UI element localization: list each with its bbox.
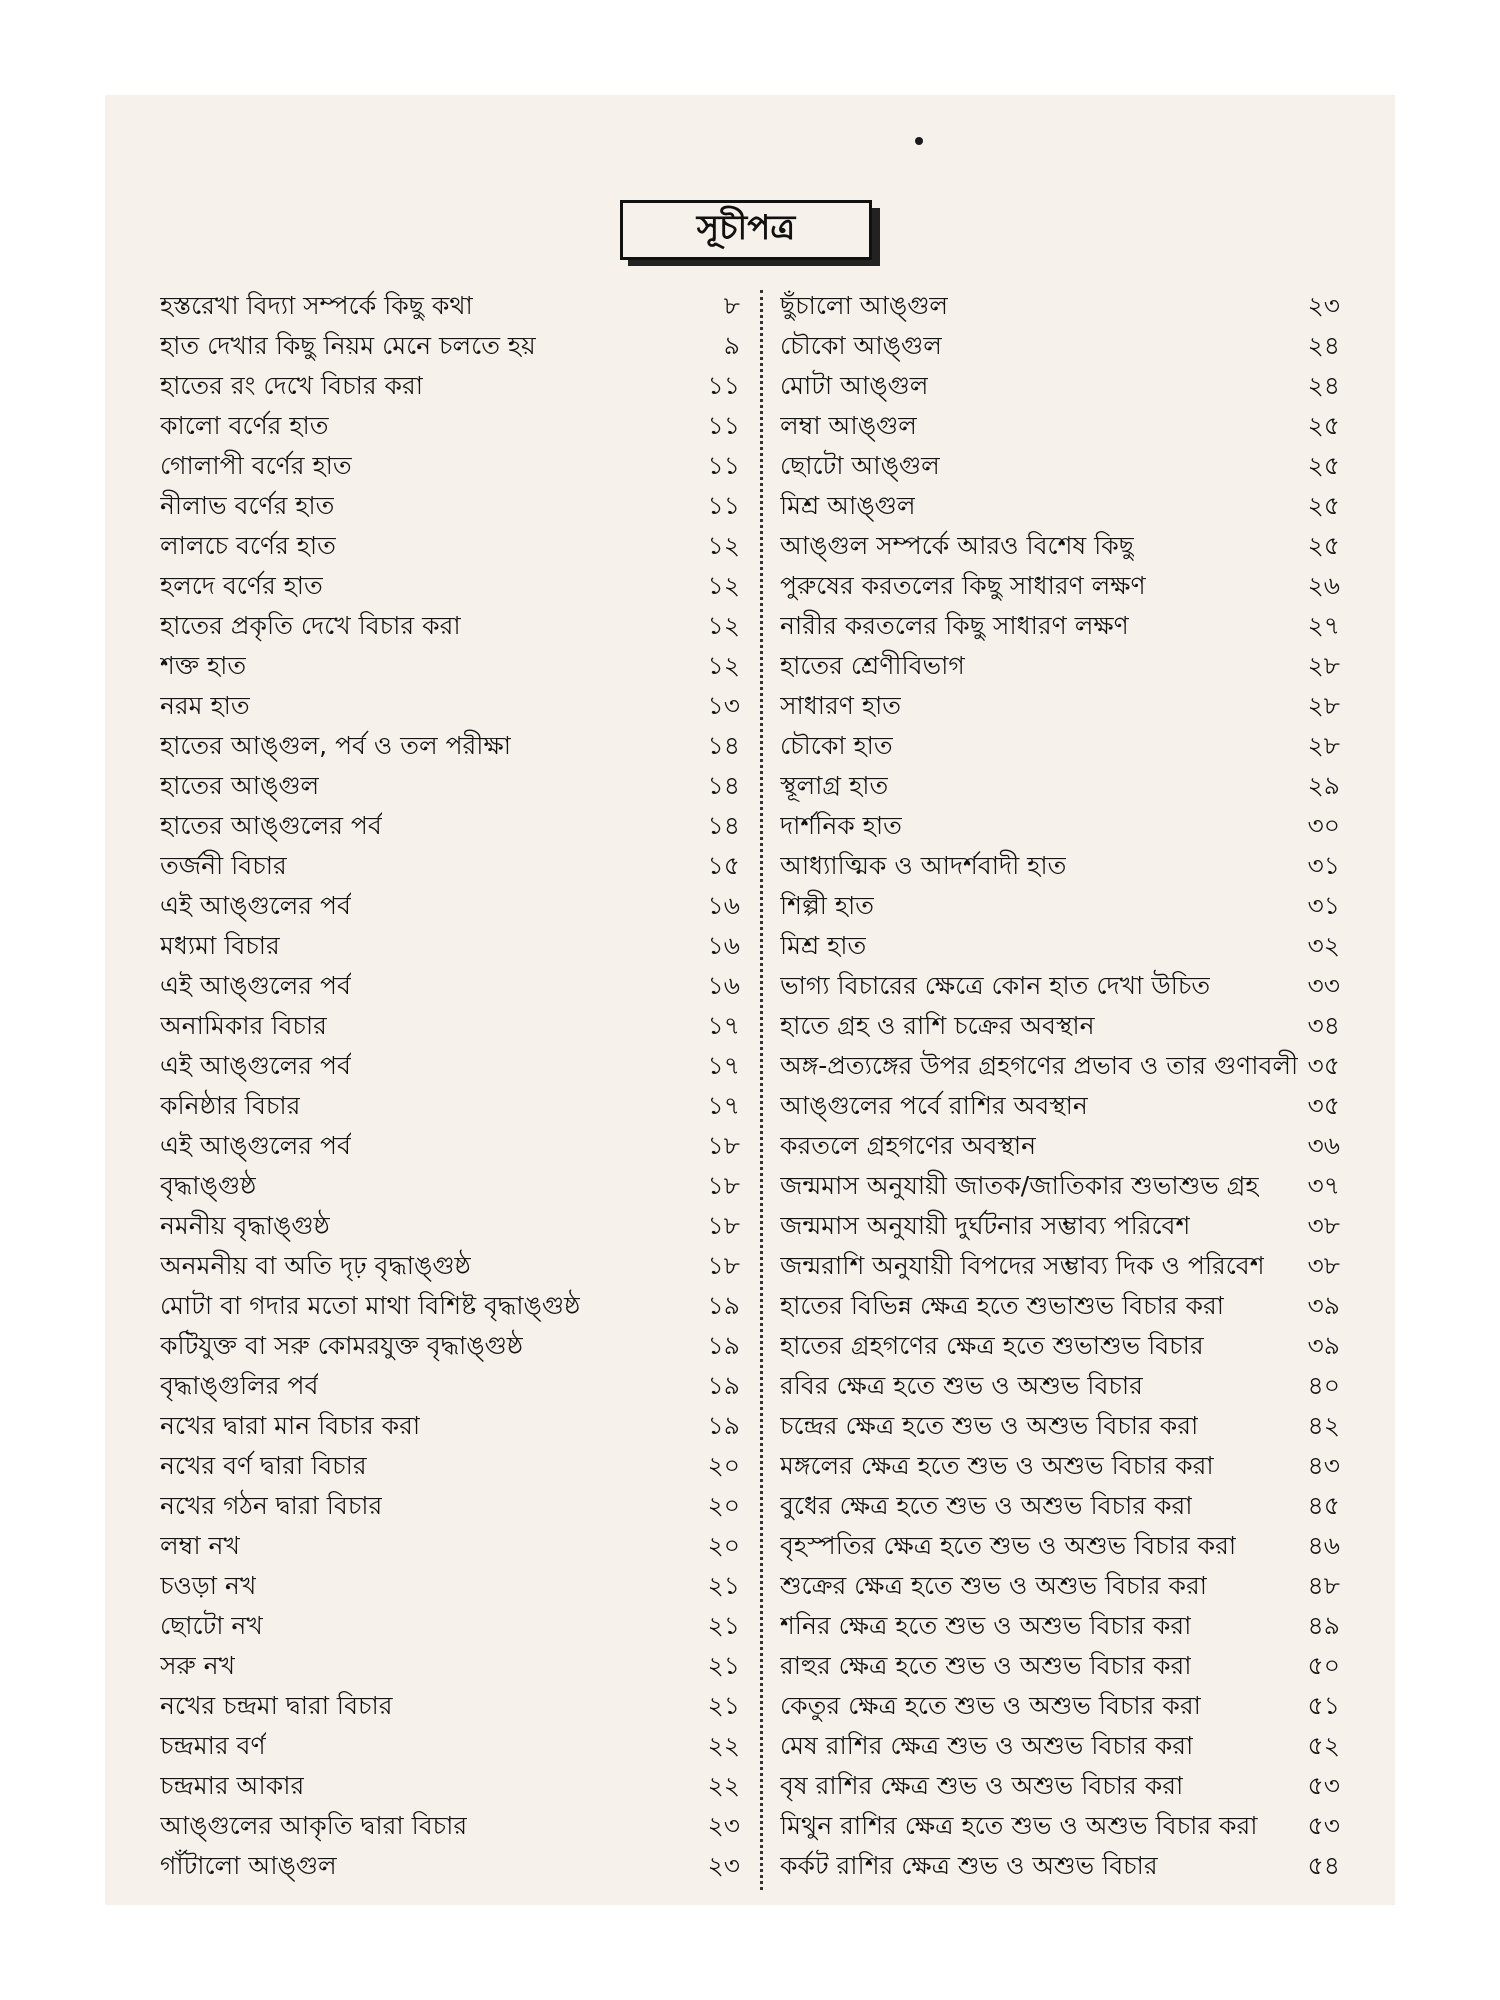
toc-entry [780,846,1340,886]
toc-entry [160,566,740,606]
toc-entry [780,1406,1340,1446]
toc-left-column [160,286,740,1886]
toc-entry [160,1606,740,1646]
toc-entry [780,1366,1340,1406]
toc-entry-page: ১১ [707,451,740,480]
toc-entry-page: ২৩ [707,1851,740,1880]
toc-entry [780,606,1340,646]
toc-entry-title: গোলাপী বর্ণের হাত [160,451,352,480]
toc-entry [780,806,1340,846]
toc-entry-title: স্থূলাগ্র হাত [780,771,889,800]
toc-entry [780,1446,1340,1486]
toc-entry-page: ২০ [707,1491,740,1520]
toc-entry-title: ছোটো নখ [160,1611,263,1640]
toc-entry-page: ৩৮ [1307,1211,1340,1240]
toc-entry-title: করতলে গ্রহগণের অবস্থান [780,1131,1037,1160]
toc-entry [160,1646,740,1686]
toc-entry-title: সাধারণ হাত [780,691,901,720]
toc-entry-title: জন্মরাশি অনুযায়ী বিপদের সম্ভাব্য দিক ও পরিবেশ [780,1251,1265,1280]
toc-entry-page: ৪৯ [1307,1611,1340,1640]
toc-entry-title: হাতের শ্রেণীবিভাগ [780,651,965,680]
toc-entry-page: ১৬ [707,971,740,1000]
toc-entry [160,1566,740,1606]
toc-entry-title: মোটা বা গদার মতো মাথা বিশিষ্ট বৃদ্ধাঙ্গুষ্ঠ [160,1291,581,1320]
toc-entry-title: নীলাভ বর্ণের হাত [160,491,335,520]
toc-entry [160,1286,740,1326]
toc-entry [160,1246,740,1286]
toc-entry [160,966,740,1006]
toc-entry-title: শনির ক্ষেত্র হতে শুভ ও অশুভ বিচার করা [780,1611,1192,1640]
toc-entry-page: ৩৯ [1307,1291,1340,1320]
toc-entry-title: নখের চন্দ্রমা দ্বারা বিচার [160,1691,393,1720]
toc-entry-title: দার্শনিক হাত [780,811,902,840]
toc-entry-page: ২২ [707,1771,740,1800]
toc-entry-page: ৩১ [1307,851,1340,880]
toc-entry-title: নরম হাত [160,691,250,720]
toc-entry [160,1046,740,1086]
toc-entry-title: আঙ্গুলের আকৃতি দ্বারা বিচার [160,1811,468,1840]
toc-entry [780,926,1340,966]
toc-entry [160,1806,740,1846]
toc-entry-page: ৯ [723,331,740,360]
toc-entry [780,406,1340,446]
toc-entry-title: এই আঙ্গুলের পর্ব [160,891,351,920]
toc-entry-page: ১৮ [707,1171,740,1200]
toc-entry [160,526,740,566]
toc-entry-title: হাত দেখার কিছু নিয়ম মেনে চলতে হয় [160,331,536,360]
toc-entry [160,446,740,486]
toc-entry [160,726,740,766]
toc-entry-page: ১৯ [707,1331,740,1360]
toc-entry [780,726,1340,766]
toc-entry-title: বৃদ্ধাঙ্গুষ্ঠ [160,1171,257,1200]
toc-entry [160,606,740,646]
toc-entry-title: ছুঁচালো আঙ্গুল [780,291,949,320]
toc-entry-title: হাতের আঙ্গুলের পর্ব [160,811,382,840]
toc-entry-page: ৩৫ [1307,1051,1340,1080]
toc-entry [780,1846,1340,1886]
toc-entry-page: ২৩ [707,1811,740,1840]
toc-entry-page: ২৯ [1307,771,1340,800]
toc-entry-title: আধ্যাত্মিক ও আদর্শবাদী হাত [780,851,1067,880]
toc-entry-title: জন্মমাস অনুযায়ী দুর্ঘটনার সম্ভাব্য পরিবেশ [780,1211,1191,1240]
toc-entry [780,1486,1340,1526]
toc-entry [780,1326,1340,1366]
toc-entry-page: ২১ [707,1651,740,1680]
toc-entry-page: ১৮ [707,1211,740,1240]
column-divider [760,290,763,1890]
toc-entry-title: চন্দ্রমার বর্ণ [160,1731,266,1760]
toc-entry-title: কনিষ্ঠার বিচার [160,1091,301,1120]
toc-entry-title: রবির ক্ষেত্র হতে শুভ ও অশুভ বিচার [780,1371,1143,1400]
toc-entry [160,486,740,526]
toc-entry [780,1086,1340,1126]
toc-entry-page: ১৪ [707,811,740,840]
toc-entry-page: ৪২ [1307,1411,1340,1440]
toc-entry-title: চৌকো আঙ্গুল [780,331,942,360]
toc-entry-page: ১৭ [707,1011,740,1040]
toc-entry-page: ১৪ [707,731,740,760]
toc-entry-page: ২৫ [1307,491,1340,520]
toc-entry [160,1406,740,1446]
toc-entry-title: পুরুষের করতলের কিছু সাধারণ লক্ষণ [780,571,1146,600]
toc-entry-page: ১২ [707,531,740,560]
toc-entry-page: ১৪ [707,771,740,800]
toc-entry [160,366,740,406]
toc-entry [160,1446,740,1486]
toc-entry [780,1526,1340,1566]
toc-entry-page: ৩২ [1307,931,1340,960]
toc-entry-page: ৪০ [1307,1371,1340,1400]
toc-entry-title: এই আঙ্গুলের পর্ব [160,1131,351,1160]
toc-entry [780,1286,1340,1326]
toc-entry-title: মধ্যমা বিচার [160,931,280,960]
toc-entry-title: মেষ রাশির ক্ষেত্র শুভ ও অশুভ বিচার করা [780,1731,1194,1760]
toc-entry-page: ৫১ [1307,1691,1340,1720]
toc-entry-title: অঙ্গ-প্রত্যঙ্গের উপর গ্রহগণের প্রভাব ও তার গুণাবলী [780,1051,1299,1080]
toc-entry-page: ২৮ [1307,731,1340,760]
toc-entry [160,926,740,966]
toc-entry [780,1726,1340,1766]
toc-entry [160,886,740,926]
toc-entry [160,1326,740,1366]
toc-entry-title: হলদে বর্ণের হাত [160,571,323,600]
toc-entry [160,646,740,686]
toc-entry-page: ৫৩ [1307,1811,1340,1840]
toc-entry-title: শক্ত হাত [160,651,247,680]
toc-entry-title: হাতের গ্রহগণের ক্ষেত্র হতে শুভাশুভ বিচার [780,1331,1204,1360]
toc-entry-title: বৃষ রাশির ক্ষেত্র শুভ ও অশুভ বিচার করা [780,1771,1184,1800]
toc-entry-page: ১৯ [707,1411,740,1440]
toc-entry [160,846,740,886]
toc-entry-title: লম্বা আঙ্গুল [780,411,917,440]
toc-entry-page: ৩৯ [1307,1331,1340,1360]
toc-entry-title: বুধের ক্ষেত্র হতে শুভ ও অশুভ বিচার করা [780,1491,1193,1520]
toc-entry-page: ২২ [707,1731,740,1760]
toc-entry-page: ৪৬ [1307,1531,1340,1560]
toc-entry-title: রাহুর ক্ষেত্র হতে শুভ ও অশুভ বিচার করা [780,1651,1192,1680]
toc-entry-title: তর্জনী বিচার [160,851,287,880]
toc-entry-title: ছোটো আঙ্গুল [780,451,940,480]
toc-entry-page: ৩০ [1307,811,1340,840]
toc-entry-page: ১২ [707,611,740,640]
toc-entry [780,766,1340,806]
toc-entry [780,886,1340,926]
toc-entry [160,326,740,366]
toc-entry [780,1686,1340,1726]
toc-entry [780,526,1340,566]
toc-entry-page: ২০ [707,1451,740,1480]
toc-entry-title: হস্তরেখা বিদ্যা সম্পর্কে কিছু কথা [160,291,473,320]
toc-entry-title: শিল্পী হাত [780,891,875,920]
toc-entry [160,1846,740,1886]
toc-entry-title: এই আঙ্গুলের পর্ব [160,1051,351,1080]
toc-entry-page: ১৮ [707,1131,740,1160]
toc-entry [160,686,740,726]
toc-entry-page: ১৫ [707,851,740,880]
toc-entry [780,686,1340,726]
toc-entry-title: আঙ্গুলের পর্বে রাশির অবস্থান [780,1091,1088,1120]
toc-entry-title: মিশ্র হাত [780,931,867,960]
toc-entry-page: ৩৬ [1307,1131,1340,1160]
toc-entry-page: ২১ [707,1611,740,1640]
toc-entry [780,1766,1340,1806]
toc-entry-title: নখের বর্ণ দ্বারা বিচার [160,1451,367,1480]
toc-entry-page: ৩১ [1307,891,1340,920]
toc-entry [780,1806,1340,1846]
toc-entry-title: মিথুন রাশির ক্ষেত্র হতে শুভ ও অশুভ বিচার করা [780,1811,1258,1840]
toc-entry [160,1126,740,1166]
toc-entry [160,1006,740,1046]
toc-entry [780,1206,1340,1246]
toc-entry [160,406,740,446]
toc-entry [780,1126,1340,1166]
toc-entry-title: শুক্রের ক্ষেত্র হতে শুভ ও অশুভ বিচার করা [780,1571,1207,1600]
toc-entry-page: ৩৭ [1307,1171,1340,1200]
toc-entry-page: ১১ [707,491,740,520]
toc-entry [780,1646,1340,1686]
toc-entry [160,1726,740,1766]
toc-entry-page: ১৯ [707,1291,740,1320]
toc-entry-page: ৩৩ [1307,971,1340,1000]
toc-entry [160,806,740,846]
toc-entry-title: নারীর করতলের কিছু সাধারণ লক্ষণ [780,611,1129,640]
toc-entry [780,486,1340,526]
toc-entry-title: কেতুর ক্ষেত্র হতে শুভ ও অশুভ বিচার করা [780,1691,1201,1720]
toc-entry [160,1766,740,1806]
toc-entry-title: হাতের রং দেখে বিচার করা [160,371,424,400]
toc-entry-page: ১৩ [707,691,740,720]
toc-entry-page: ১১ [707,371,740,400]
toc-entry-title: মিশ্র আঙ্গুল [780,491,916,520]
toc-entry-title: গাঁটালো আঙ্গুল [160,1851,337,1880]
toc-entry-title: এই আঙ্গুলের পর্ব [160,971,351,1000]
toc-entry-page: ১৯ [707,1371,740,1400]
toc-entry-page: ১৬ [707,931,740,960]
toc-entry-page: ৩৮ [1307,1251,1340,1280]
toc-entry-title: লম্বা নখ [160,1531,240,1560]
toc-entry-title: লালচে বর্ণের হাত [160,531,336,560]
toc-entry [160,1166,740,1206]
toc-entry-page: ২১ [707,1571,740,1600]
toc-entry-page: ২১ [707,1691,740,1720]
toc-entry [160,1206,740,1246]
toc-entry [160,1686,740,1726]
toc-entry-page: ১৭ [707,1051,740,1080]
toc-entry [780,1046,1340,1086]
toc-entry-page: ৫০ [1307,1651,1340,1680]
toc-entry-page: ৩৫ [1307,1091,1340,1120]
toc-entry [780,1606,1340,1646]
toc-entry-title: হাতের আঙ্গুল [160,771,320,800]
toc-entry-title: সরু নখ [160,1651,235,1680]
toc-entry-title: বৃহস্পতির ক্ষেত্র হতে শুভ ও অশুভ বিচার করা [780,1531,1237,1560]
toc-entry-page: ৫৪ [1307,1851,1340,1880]
toc-entry-page: ১৬ [707,891,740,920]
toc-entry-title: চন্দ্রমার আকার [160,1771,305,1800]
toc-entry [780,566,1340,606]
toc-entry-page: ২৫ [1307,451,1340,480]
toc-entry [160,1086,740,1126]
toc-entry-title: কর্কট রাশির ক্ষেত্র শুভ ও অশুভ বিচার [780,1851,1158,1880]
toc-entry-page: ২৮ [1307,651,1340,680]
toc-entry-title: অনমনীয় বা অতি দৃঢ় বৃদ্ধাঙ্গুষ্ঠ [160,1251,471,1280]
toc-entry [160,286,740,326]
toc-entry-page: ২৪ [1307,331,1340,360]
toc-entry-page: ৪৫ [1307,1491,1340,1520]
toc-entry-page: ১৮ [707,1251,740,1280]
toc-entry-title: হাতের বিভিন্ন ক্ষেত্র হতে শুভাশুভ বিচার করা [780,1291,1225,1320]
toc-entry-page: ২৬ [1307,571,1340,600]
toc-entry-title: আঙ্গুল সম্পর্কে আরও বিশেষ কিছু [780,531,1134,560]
toc-right-column [780,286,1340,1886]
toc-entry-title: মঙ্গলের ক্ষেত্র হতে শুভ ও অশুভ বিচার করা [780,1451,1214,1480]
toc-entry-title: চওড়া নখ [160,1571,257,1600]
toc-entry-title: হাতে গ্রহ ও রাশি চক্রের অবস্থান [780,1011,1095,1040]
toc-entry [160,1366,740,1406]
toc-entry-page: ১৭ [707,1091,740,1120]
toc-entry [780,646,1340,686]
toc-entry-title: অনামিকার বিচার [160,1011,327,1040]
toc-entry-title: নখের দ্বারা মান বিচার করা [160,1411,421,1440]
toc-entry [160,1486,740,1526]
ink-dot [915,137,923,145]
toc-entry-title: কালো বর্ণের হাত [160,411,329,440]
toc-entry-page: ৪৮ [1307,1571,1340,1600]
toc-entry-title: বৃদ্ধাঙ্গুলির পর্ব [160,1371,319,1400]
toc-entry-title: হাতের প্রকৃতি দেখে বিচার করা [160,611,461,640]
toc-entry-page: ২৫ [1307,411,1340,440]
toc-entry [780,1006,1340,1046]
toc-entry-page: ৪৩ [1307,1451,1340,1480]
toc-entry [160,1526,740,1566]
toc-entry-title: চন্দ্রের ক্ষেত্র হতে শুভ ও অশুভ বিচার করা [780,1411,1199,1440]
toc-entry-page: ১২ [707,651,740,680]
toc-entry-page: ২০ [707,1531,740,1560]
toc-entry-page: ৩৪ [1307,1011,1340,1040]
toc-entry-title: ভাগ্য বিচারের ক্ষেত্রে কোন হাত দেখা উচিত [780,971,1211,1000]
toc-entry [160,766,740,806]
toc-entry-title: জন্মমাস অনুযায়ী জাতক/জাতিকার শুভাশুভ গ্রহ [780,1171,1259,1200]
toc-entry [780,326,1340,366]
toc-entry-title: নমনীয় বৃদ্ধাঙ্গুষ্ঠ [160,1211,330,1240]
toc-entry-page: ৮ [723,291,740,320]
toc-entry-title: চৌকো হাত [780,731,893,760]
toc-entry-page: ১২ [707,571,740,600]
toc-entry-title: নখের গঠন দ্বারা বিচার [160,1491,383,1520]
toc-entry [780,446,1340,486]
toc-entry-page: ১১ [707,411,740,440]
toc-entry-page: ২৭ [1307,611,1340,640]
toc-entry [780,286,1340,326]
toc-entry [780,366,1340,406]
toc-entry [780,1246,1340,1286]
toc-entry-title: মোটা আঙ্গুল [780,371,929,400]
title-frame [620,200,880,266]
toc-entry-page: ২৫ [1307,531,1340,560]
toc-entry-title: কটিযুক্ত বা সরু কোমরযুক্ত বৃদ্ধাঙ্গুষ্ঠ [160,1331,524,1360]
toc-entry-page: ২৩ [1307,291,1340,320]
toc-entry [780,1166,1340,1206]
toc-entry-page: ৫৩ [1307,1771,1340,1800]
toc-entry-page: ৫২ [1307,1731,1340,1760]
toc-entry [780,966,1340,1006]
page-title: সূচীপত্র [620,200,872,260]
toc-entry-title: হাতের আঙ্গুল, পর্ব ও তল পরীক্ষা [160,731,511,760]
toc-entry [780,1566,1340,1606]
toc-entry-page: ২৪ [1307,371,1340,400]
toc-entry-page: ২৮ [1307,691,1340,720]
